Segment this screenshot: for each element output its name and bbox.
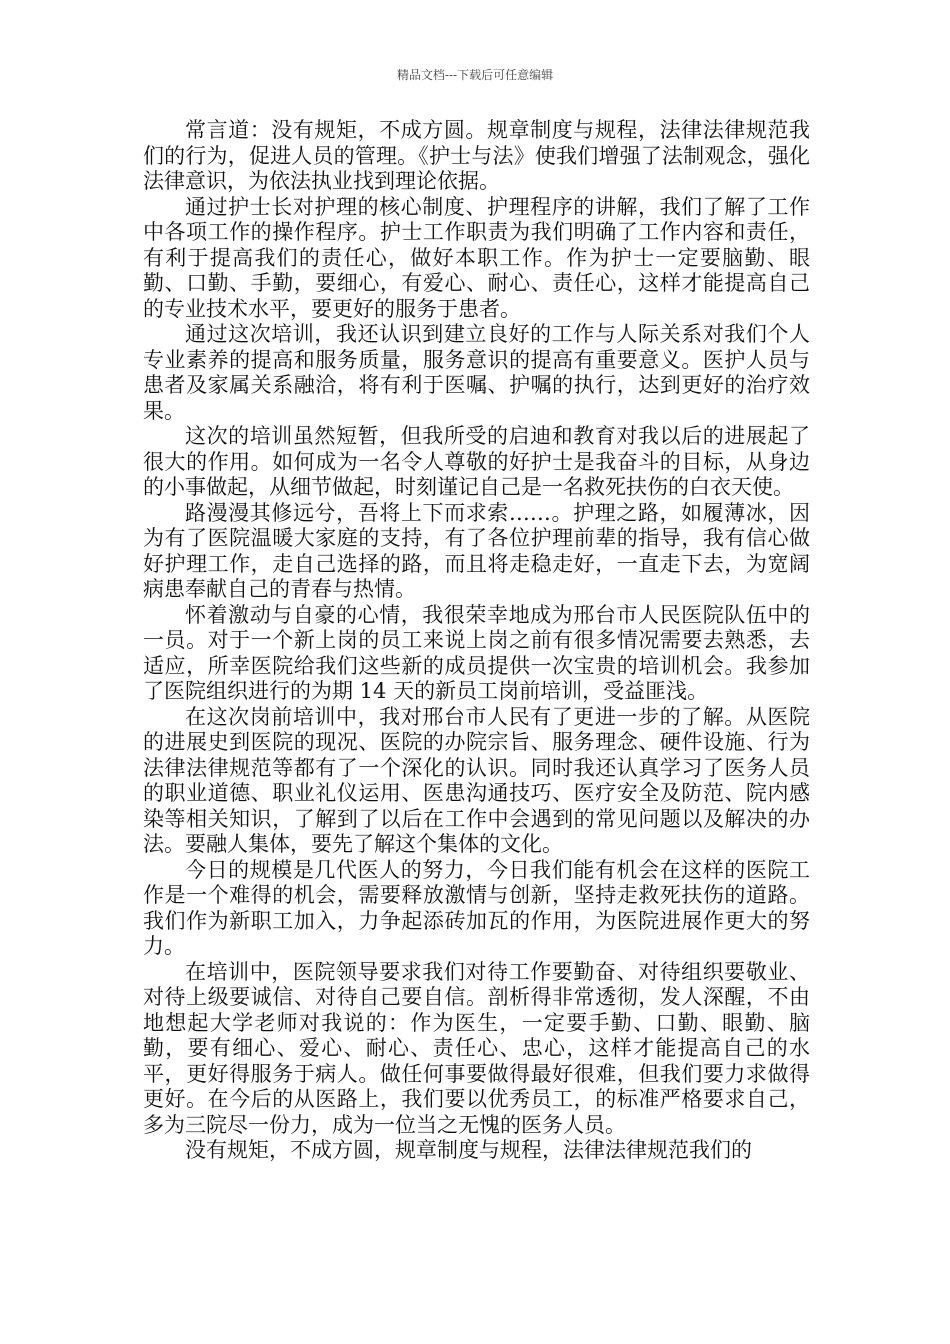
paragraph: 这次的培训虽然短暂，但我所受的启迪和教育对我以后的进展起了很大的作用。如何成为一名令人尊敬的好护士是我奋斗的目标，从身边的小事做起，从细节做起，时刻谨记自己是一名救死扶伤的白衣天使。 <box>143 424 810 499</box>
paragraph: 通过护士长对护理的核心制度、护理程序的讲解，我们了解了工作中各项工作的操作程序。护士工作职责为我们明确了工作内容和责任，有利于提高我们的责任心，做好本职工作。作为护士一定要脑勤、眼勤、口勤、手勤，要细心，有爱心、耐心、责任心，这样才能提高自己的专业技术水平，要更好的服务于患者。 <box>143 194 810 321</box>
paragraph: 今日的规模是几代医人的努力，今日我们能有机会在这样的医院工作是一个难得的机会，需要释放激情与创新，坚持走救死扶伤的道路。我们作为新职工加入，力争起添砖加瓦的作用，为医院进展作更大的努力。 <box>143 857 810 958</box>
paragraph: 通过这次培训，我还认识到建立良好的工作与人际关系对我们个人专业素养的提高和服务质量，服务意识的提高有重要意义。医护人员与患者及家属关系融洽，将有利于医嘱、护嘱的执行，达到更好的治疗效果。 <box>143 322 810 423</box>
page-header: 精品文档---下载后可任意编辑 <box>396 68 554 82</box>
paragraph: 常言道：没有规矩，不成方圆。规章制度与规程，法律法律规范我们的行为，促进人员的管理。《护士与法》使我们增强了法制观念，强化法律意识，为依法执业找到理论依据。 <box>143 118 810 193</box>
paragraph: 路漫漫其修远兮，吾将上下而求索……。护理之路，如履薄冰，因为有了医院温暖大家庭的支持，有了各位护理前辈的指导，我有信心做好护理工作，走自己选择的路，而且将走稳走好，一直走下去，为宽阔病患奉献自己的青春与热情。 <box>143 500 810 601</box>
paragraph: 没有规矩，不成方圆，规章制度与规程，法律法律规范我们的 <box>185 1138 752 1162</box>
paragraph: 在这次岗前培训中，我对邢台市人民有了更进一步的了解。从医院的进展史到医院的现况、医院的办院宗旨、服务理念、硬件设施、行为法律法律规范等都有了一个深化的认识。同时我还认真学习了医务人员的职业道德、职业礼仪运用、医患沟通技巧、医疗安全及防范、院内感染等相关知识，了解到了以后在工作中会遇到的常见问题以及解决的办法。要融人集体，要先了解这个集体的文化。 <box>143 704 810 856</box>
paragraph: 在培训中，医院领导要求我们对待工作要勤奋、对待组织要敬业、对待上级要诚信、对待自己要自信。剖析得非常透彻，发人深醒，不由地想起大学老师对我说的：作为医生，一定要手勤、口勤、眼勤、脑勤，要有细心、爱心、耐心、责任心、忠心，这样才能提高自己的水平，更好得服务于病人。做任何事要做得最好很难，但我们要力求做得更好。在今后的从医路上，我们要以优秀员工，的标准严格要求自己，多为三院尽一份力，成为一位当之无愧的医务人员。 <box>143 959 810 1137</box>
paragraph: 怀着激动与自豪的心情，我很荣幸地成为邢台市人民医院队伍中的一员。对于一个新上岗的员工来说上岗之前有很多情况需要去熟悉，去适应，所幸医院给我们这些新的成员提供一次宝贵的培训机会。我参加了医院组织进行的为期 14 天的新员工岗前培训，受益匪浅。 <box>143 602 810 703</box>
document-body <box>143 118 810 1164</box>
